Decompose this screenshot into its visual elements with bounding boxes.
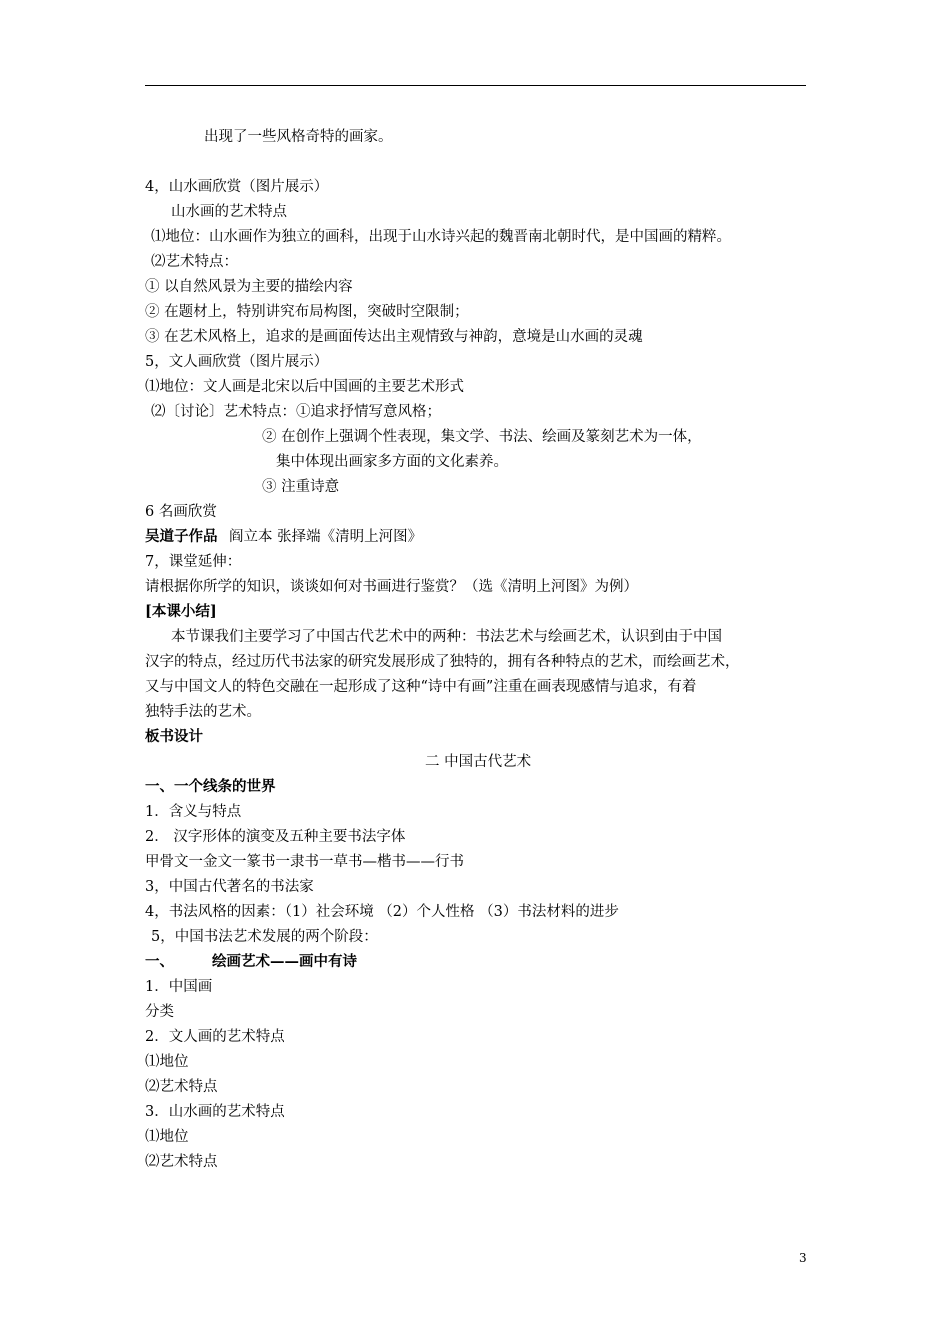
board-title: 二 中国古代艺术: [425, 754, 532, 770]
header-rule: [145, 85, 806, 86]
list-item: ② 在题材上，特别讲究布局构图，突破时空限制；: [145, 304, 469, 320]
list-item: ⑵艺术特点: [145, 1154, 218, 1170]
list-item: ① 以自然风景为主要的描绘内容: [145, 279, 353, 295]
board-design-heading: 板书设计: [145, 728, 203, 745]
text-line: ⑴地位：山水画作为独立的画科，出现于山水诗兴起的魏晋南北朝时代，是中国画的精粹。: [151, 229, 731, 245]
text-line: 甲骨文一金文一篆书一隶书一草书—楷书——行书: [145, 854, 464, 870]
text-line: 出现了一些风格奇特的画家。: [204, 129, 393, 145]
list-item: 4，书法风格的因素：（1）社会环境 （2）个人性格 （3）书法材料的进步: [145, 904, 619, 920]
board-section-heading: 绘画艺术——画中有诗: [212, 953, 357, 970]
list-item: ③ 注重诗意: [262, 479, 340, 495]
list-item: 2． 汉字形体的演变及五种主要书法字体: [145, 829, 406, 845]
paragraph-line: 汉字的特点，经过历代书法家的研究发展形成了独特的，拥有各种特点的艺术，而绘画艺术，: [145, 654, 740, 670]
paragraph-line: 本节课我们主要学习了中国古代艺术中的两种：书法艺术与绘画艺术，认识到由于中国: [171, 629, 722, 645]
text-line: 阎立本 张择端《清明上河图》: [229, 529, 423, 545]
page-number: 3: [799, 1251, 807, 1265]
text-line: ⑴地位：文人画是北宋以后中国画的主要艺术形式: [145, 379, 464, 395]
list-item: ② 在创作上强调个性表现，集文学、书法、绘画及篆刻艺术为一体，: [262, 429, 702, 445]
text-line: ⑵〔讨论〕艺术特点：①追求抒情写意风格；: [151, 404, 441, 420]
text-line: 山水画的艺术特点: [171, 204, 287, 220]
board-section-number: 一、: [145, 953, 174, 970]
list-item: ③ 在艺术风格上，追求的是画面传达出主观情致与神韵，意境是山水画的灵魂: [145, 329, 643, 345]
list-item: 1．含义与特点: [145, 804, 242, 820]
text-line: 集中体现出画家多方面的文化素养。: [276, 454, 508, 470]
list-item: ⑴地位: [145, 1129, 189, 1145]
list-item: 1．中国画: [145, 979, 213, 995]
list-item: ⑵艺术特点: [145, 1079, 218, 1095]
paragraph-line: 又与中国文人的特色交融在一起形成了这种“诗中有画”注重在画表现感情与追求，有着: [145, 679, 697, 695]
section-heading: 4，山水画欣赏（图片展示）: [145, 179, 329, 195]
list-item: 5，中国书法艺术发展的两个阶段：: [151, 929, 378, 945]
list-item: 3．山水画的艺术特点: [145, 1104, 285, 1120]
list-item: 2．文人画的艺术特点: [145, 1029, 285, 1045]
list-item: 3，中国古代著名的书法家: [145, 879, 314, 895]
list-item: ⑴地位: [145, 1054, 189, 1070]
section-heading: 5，文人画欣赏（图片展示）: [145, 354, 329, 370]
section-heading: 7，课堂延伸：: [145, 554, 242, 570]
text-line: 分类: [145, 1004, 174, 1020]
paragraph-line: 独特手法的艺术。: [145, 704, 261, 720]
board-section-heading: 一、一个线条的世界: [145, 778, 276, 795]
summary-heading: [本课小结]: [145, 603, 217, 620]
bold-text: 吴道子作品: [145, 528, 218, 545]
text-line: 请根据你所学的知识，谈谈如何对书画进行鉴赏？（选《清明上河图》为例）: [145, 579, 638, 595]
text-line: ⑵艺术特点：: [151, 254, 238, 270]
section-heading: 6 名画欣赏: [145, 504, 217, 520]
